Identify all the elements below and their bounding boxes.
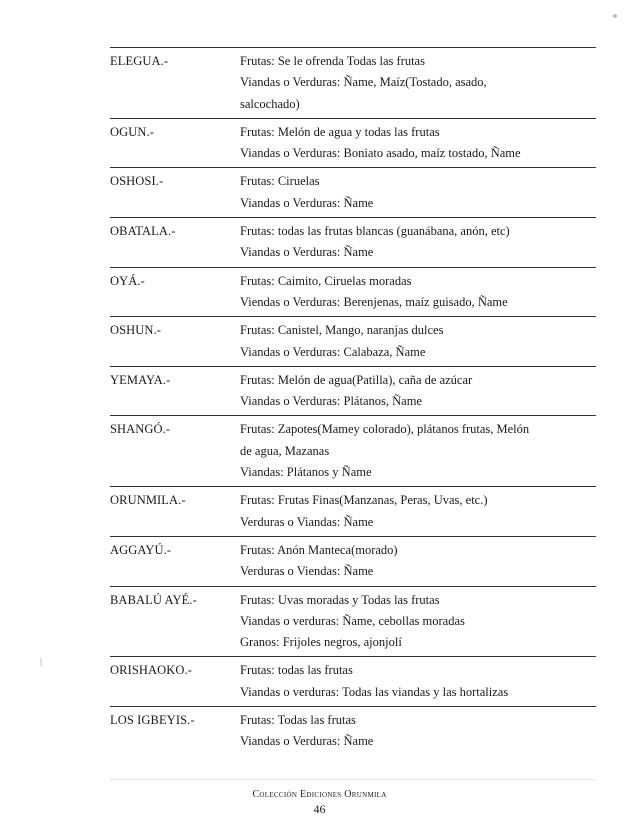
offering-entry <box>110 167 596 217</box>
offering-line: Viandas o Verduras: Ñame <box>240 245 374 260</box>
offering-entry <box>110 267 596 317</box>
deity-name: ORISHAOKO.- <box>110 663 193 678</box>
offering-line: Frutas: todas las frutas <box>240 663 353 678</box>
offering-line: Frutas: Frutas Finas(Manzanas, Peras, Uvas, etc.) <box>240 493 488 508</box>
offering-details <box>240 320 596 363</box>
offering-details <box>240 419 596 483</box>
deity-name: OSHUN.- <box>110 323 162 338</box>
offering-line: Frutas: Uvas moradas y Todas las frutas <box>240 592 440 607</box>
offering-line: de agua, Mazanas <box>240 443 330 458</box>
offering-line: Viandas o Verduras: Ñame <box>240 195 374 210</box>
offering-line: Verduras o Viendas: Ñame <box>240 564 374 579</box>
deity-name: AGGAYÚ.- <box>110 542 172 557</box>
offering-line: Frutas: Todas las frutas <box>240 713 356 728</box>
deity-name: ORUNMILA.- <box>110 493 186 508</box>
offering-entry <box>110 217 596 267</box>
offering-line: Viandas o verduras: Ñame, cebollas moradas <box>240 613 465 628</box>
offering-line: Viandas o Verduras: Boniato asado, maíz tostado, Ñame <box>240 146 521 161</box>
offering-line: Viandas: Plátanos y Ñame <box>240 465 372 480</box>
deity-name: OGUN.- <box>110 124 154 139</box>
offering-entry <box>110 47 596 118</box>
footer-rule <box>110 779 596 780</box>
offering-details <box>240 490 596 533</box>
offering-line: salcochado) <box>240 96 300 111</box>
offering-line: Verduras o Viandas: Ñame <box>240 514 374 529</box>
offering-line: Viandas o verduras: Todas las viandas y las hortalizas <box>240 684 509 699</box>
deity-name: OSHOSI.- <box>110 174 164 189</box>
offering-details <box>240 590 596 654</box>
offering-details <box>240 221 596 264</box>
offering-entry <box>110 656 596 706</box>
offering-details <box>240 271 596 314</box>
offering-entry <box>110 316 596 366</box>
offering-line: Viandas o Verduras: Calabaza, Ñame <box>240 344 426 359</box>
deity-name: SHANGÓ.- <box>110 422 171 437</box>
deity-name: OBATALA.- <box>110 224 176 239</box>
offering-details <box>240 710 596 753</box>
offering-entry <box>110 586 596 657</box>
offering-entry <box>110 415 596 486</box>
offering-details <box>240 51 596 115</box>
margin-speck <box>40 658 42 666</box>
footer-collection: Colección Ediciones Orunmila <box>252 789 387 800</box>
corner-speck <box>613 14 617 18</box>
page-number: 46 <box>313 802 326 816</box>
offering-entry <box>110 118 596 168</box>
offering-line: Frutas: Melón de agua(Patilla), caña de azúcar <box>240 372 473 387</box>
offering-line: Frutas: Zapotes(Mamey colorado), plátanos frutas, Melón <box>240 422 530 437</box>
offering-entry <box>110 366 596 416</box>
offering-details <box>240 660 596 703</box>
offering-line: Frutas: Melón de agua y todas las frutas <box>240 124 440 139</box>
offering-entry <box>110 486 596 536</box>
offering-entry <box>110 706 596 756</box>
offerings-table <box>110 47 596 756</box>
offering-line: Frutas: Ciruelas <box>240 174 320 189</box>
offering-line: Viandas o Verduras: Plátanos, Ñame <box>240 394 422 409</box>
offering-line: Frutas: todas las frutas blancas (guanábana, anón, etc) <box>240 224 510 239</box>
offering-details <box>240 370 596 413</box>
offering-line: Viendas o Verduras: Berenjenas, maíz guisado, Ñame <box>240 294 508 309</box>
deity-name: BABALÚ AYÉ.- <box>110 592 197 607</box>
offering-line: Viandas o Verduras: Ñame <box>240 734 374 749</box>
offering-line: Frutas: Canistel, Mango, naranjas dulces <box>240 323 444 338</box>
offering-details <box>240 122 596 165</box>
offering-line: Granos: Frijoles negros, ajonjolí <box>240 635 402 650</box>
deity-name: OYÁ.- <box>110 273 145 288</box>
offering-entry <box>110 536 596 586</box>
offering-line: Viandas o Verduras: Ñame, Maíz(Tostado, asado, <box>240 75 487 90</box>
deity-name: ELEGUA.- <box>110 54 169 68</box>
offering-line: Frutas: Caimito, Ciruelas moradas <box>240 273 412 288</box>
offering-details <box>240 540 596 583</box>
offering-details <box>240 171 596 214</box>
deity-name: YEMAYA.- <box>110 372 171 387</box>
offering-line: Frutas: Anón Manteca(morado) <box>240 542 398 557</box>
offering-line: Frutas: Se le ofrenda Todas las frutas <box>240 54 425 68</box>
deity-name: LOS IGBEYIS.- <box>110 713 195 728</box>
